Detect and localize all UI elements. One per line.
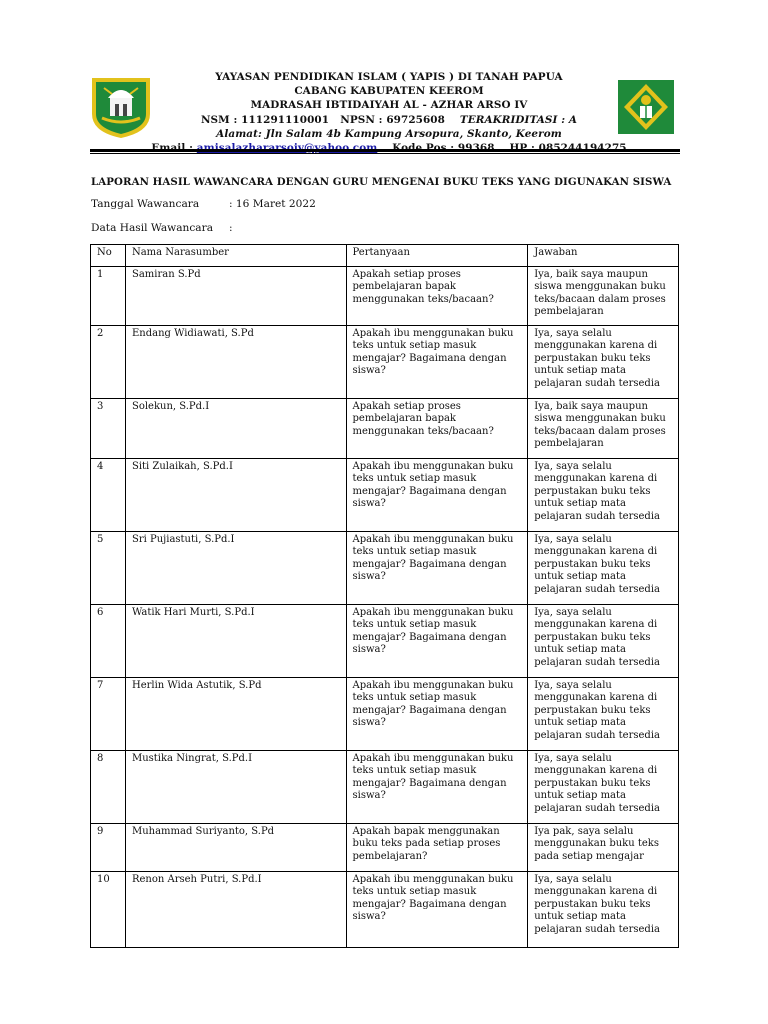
ministry-emblem-icon: [614, 78, 678, 136]
row-name: Herlin Wida Astutik, S.Pd: [125, 678, 346, 751]
table-header-row: [91, 245, 679, 267]
row-no: 6: [91, 605, 126, 678]
header-rule-thick: [90, 149, 680, 152]
school-address: Alamat: Jln Salam 4b Kampung Arsopura, Skanto, Keerom: [216, 127, 562, 140]
interview-table: [90, 244, 679, 948]
foundation-name: YAYASAN PENDIDIKAN ISLAM ( YAPIS ) DI TANAH PAPUA: [215, 71, 563, 83]
table-row: [91, 326, 679, 399]
interview-date-row: [91, 198, 316, 210]
row-name: Sri Pujiastuti, S.Pd.I: [125, 532, 346, 605]
header-name: Nama Narasumber: [125, 245, 346, 267]
row-answer: Iya, saya selalu menggunakan karena di perpustakan buku teks untuk setiap mata pelajaran sudah tersedia: [528, 678, 679, 751]
row-question: Apakah setiap proses pembelajaran bapak menggunakan teks/bacaan?: [346, 267, 528, 326]
row-no: 1: [91, 267, 126, 326]
interview-data-row: [91, 222, 233, 234]
table-row: [91, 824, 679, 872]
interview-date-value: : 16 Maret 2022: [229, 198, 316, 210]
table-row: [91, 872, 679, 948]
row-question: Apakah ibu menggunakan buku teks untuk setiap masuk mengajar? Bagaimana dengan siswa?: [346, 751, 528, 824]
nsm-number: NSM : 111291110001: [200, 113, 330, 126]
branch-name: CABANG KABUPATEN KEEROM: [294, 85, 484, 98]
interview-date-label: Tanggal Wawancara: [91, 198, 200, 210]
row-question: Apakah bapak menggunakan buku teks pada setiap proses pembelajaran?: [346, 824, 528, 872]
row-name: Watik Hari Murti, S.Pd.I: [125, 605, 346, 678]
table-row: [91, 605, 679, 678]
row-answer: Iya, baik saya maupun siswa menggunakan buku teks/bacaan dalam proses pembelajaran: [528, 399, 679, 459]
table-row: [91, 267, 679, 326]
table-row: [91, 751, 679, 824]
accreditation-status: TERAKRIDITASI : A: [459, 113, 578, 126]
header-no: No: [91, 245, 126, 267]
row-no: 7: [91, 678, 126, 751]
row-name: Muhammad Suriyanto, S.Pd: [125, 824, 346, 872]
table-row: [91, 459, 679, 532]
table-row: [91, 532, 679, 605]
row-no: 4: [91, 459, 126, 532]
row-name: Mustika Ningrat, S.Pd.I: [125, 751, 346, 824]
row-no: 10: [91, 872, 126, 948]
school-crest-icon: [86, 74, 156, 140]
row-question: Apakah ibu menggunakan buku teks untuk setiap masuk mengajar? Bagaimana dengan siswa?: [346, 459, 528, 532]
school-name: MADRASAH IBTIDAIYAH AL - AZHAR ARSO IV: [250, 99, 528, 112]
row-answer: Iya, saya selalu menggunakan karena di perpustakan buku teks untuk setiap mata pelajaran sudah tersedia: [528, 605, 679, 678]
row-answer: Iya, saya selalu menggunakan karena di perpustakan buku teks untuk setiap mata pelajaran sudah tersedia: [528, 532, 679, 605]
row-answer: Iya, saya selalu menggunakan karena di perpustakan buku teks untuk setiap mata pelajaran sudah tersedia: [528, 872, 679, 948]
row-question: Apakah ibu menggunakan buku teks untuk setiap masuk mengajar? Bagaimana dengan siswa?: [346, 678, 528, 751]
registration-line: [150, 113, 628, 127]
row-no: 8: [91, 751, 126, 824]
header-answer: Jawaban: [528, 245, 679, 267]
table-row: [91, 399, 679, 459]
row-question: Apakah ibu menggunakan buku teks untuk setiap masuk mengajar? Bagaimana dengan siswa?: [346, 605, 528, 678]
row-question: Apakah ibu menggunakan buku teks untuk setiap masuk mengajar? Bagaimana dengan siswa?: [346, 326, 528, 399]
header-rule-thin: [90, 153, 680, 154]
row-answer: Iya, saya selalu menggunakan karena di perpustakan buku teks untuk setiap mata pelajaran sudah tersedia: [528, 459, 679, 532]
report-title: LAPORAN HASIL WAWANCARA DENGAN GURU MENGENAI BUKU TEKS YANG DIGUNAKAN SISWA: [91, 176, 672, 188]
row-name: Endang Widiawati, S.Pd: [125, 326, 346, 399]
row-no: 9: [91, 824, 126, 872]
letterhead: [150, 70, 628, 155]
row-question: Apakah setiap proses pembelajaran bapak menggunakan teks/bacaan?: [346, 399, 528, 459]
row-name: Solekun, S.Pd.I: [125, 399, 346, 459]
npsn-number: NPSN : 69725608: [340, 113, 445, 126]
row-answer: Iya pak, saya selalu menggunakan buku teks pada setiap mengajar: [528, 824, 679, 872]
table-row: [91, 678, 679, 751]
row-answer: Iya, saya selalu menggunakan karena di perpustakan buku teks untuk setiap mata pelajaran sudah tersedia: [528, 326, 679, 399]
row-no: 2: [91, 326, 126, 399]
interview-data-value: :: [229, 222, 233, 234]
row-answer: Iya, saya selalu menggunakan karena di perpustakan buku teks untuk setiap mata pelajaran sudah tersedia: [528, 751, 679, 824]
row-name: Siti Zulaikah, S.Pd.I: [125, 459, 346, 532]
row-no: 3: [91, 399, 126, 459]
row-answer: Iya, baik saya maupun siswa menggunakan buku teks/bacaan dalam proses pembelajaran: [528, 267, 679, 326]
row-no: 5: [91, 532, 126, 605]
row-name: Renon Arseh Putri, S.Pd.I: [125, 872, 346, 948]
header-question: Pertanyaan: [346, 245, 528, 267]
row-name: Samiran S.Pd: [125, 267, 346, 326]
row-question: Apakah ibu menggunakan buku teks untuk setiap masuk mengajar? Bagaimana dengan siswa?: [346, 872, 528, 948]
interview-data-label: Data Hasil Wawancara: [91, 222, 214, 234]
row-question: Apakah ibu menggunakan buku teks untuk setiap masuk mengajar? Bagaimana dengan siswa?: [346, 532, 528, 605]
